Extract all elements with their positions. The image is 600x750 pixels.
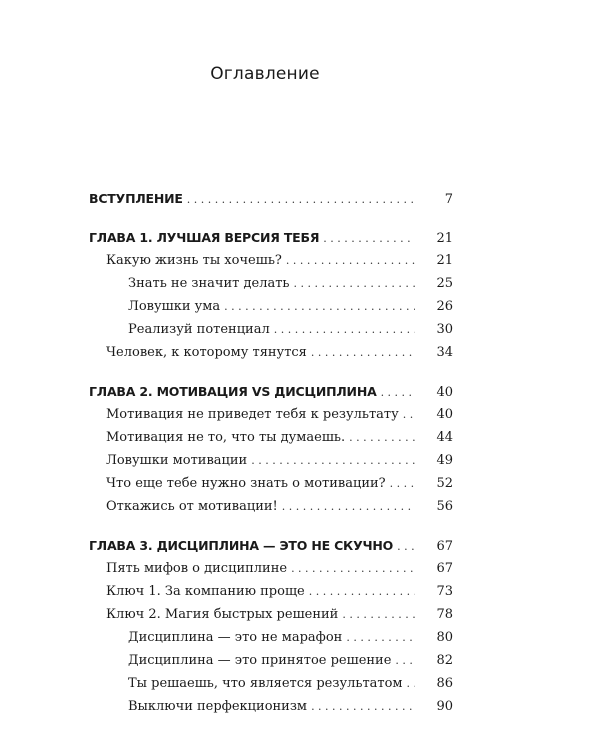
toc-entry-row <box>89 495 453 518</box>
toc-entry-title: Ты решаешь, что является результатом <box>128 676 403 691</box>
toc-entry-row <box>89 580 453 603</box>
toc-entry-row <box>89 249 453 272</box>
toc-chapter-row <box>89 187 453 210</box>
dot-leader <box>187 188 415 211</box>
toc-chapter-row <box>89 226 453 249</box>
toc-page-number: 21 <box>436 231 453 246</box>
dot-leader <box>282 495 415 518</box>
dot-leader <box>251 449 415 472</box>
toc-page-number: 90 <box>436 699 453 714</box>
toc-entry-title: Ключ 2. Магия быстрых решений <box>106 607 339 622</box>
toc-entry-title: Откажись от мотивации! <box>106 499 278 514</box>
toc-page-number: 52 <box>436 476 453 491</box>
toc-entry-row <box>89 649 453 672</box>
toc-entry-row <box>89 695 453 718</box>
toc-entry-title: Дисциплина — это не марафон <box>128 630 343 645</box>
toc-page-number: 21 <box>436 253 453 268</box>
dot-leader <box>381 381 415 404</box>
toc-entry-title: ГЛАВА 3. ДИСЦИПЛИНА — ЭТО НЕ СКУЧНО <box>89 538 394 553</box>
toc-entry-row <box>89 449 453 472</box>
toc-entry-row <box>89 318 453 341</box>
toc-page-number: 49 <box>436 453 453 468</box>
toc-entry-row <box>89 426 453 449</box>
toc-entry-row <box>89 603 453 626</box>
toc-page-number: 34 <box>436 345 453 360</box>
toc-entry-title: Какую жизнь ты хочешь? <box>106 253 282 268</box>
dot-leader <box>309 580 415 603</box>
dot-leader <box>291 557 415 580</box>
toc-entry-title: Мотивация не приведет тебя к результату <box>106 407 399 422</box>
toc-page-number: 7 <box>444 192 453 207</box>
section-gap <box>89 518 453 534</box>
toc-page-number: 82 <box>436 653 453 668</box>
toc-page-number: 73 <box>436 584 453 599</box>
toc-entry-row <box>89 403 453 426</box>
dot-leader <box>286 249 415 272</box>
toc-page-number: 44 <box>436 430 453 445</box>
dot-leader <box>224 295 415 318</box>
toc-entry-title: Реализуй потенциал <box>128 322 270 337</box>
toc-entry-title: Знать не значит делать <box>128 276 290 291</box>
dot-leader <box>395 649 415 672</box>
toc-entry-title: Ловушки ума <box>128 299 221 314</box>
dot-leader <box>397 535 415 558</box>
toc-page-number: 26 <box>436 299 453 314</box>
dot-leader <box>311 695 415 718</box>
toc-entry-title: ВСТУПЛЕНИЕ <box>89 191 183 206</box>
toc-entry-title: Ловушки мотивации <box>106 453 248 468</box>
dot-leader <box>390 472 415 495</box>
toc-entry-row <box>89 472 453 495</box>
dot-leader <box>407 672 415 695</box>
toc-entry-row <box>89 341 453 364</box>
dot-leader <box>403 403 415 426</box>
toc-page-number: 25 <box>436 276 453 291</box>
toc-entry-title: Дисциплина — это принятое решение <box>128 653 392 668</box>
dot-leader <box>311 341 415 364</box>
toc-page-number: 67 <box>436 561 453 576</box>
dot-leader <box>323 227 415 250</box>
toc-entry-row <box>89 295 453 318</box>
toc-entry-title: Что еще тебе нужно знать о мотивации? <box>106 476 386 491</box>
section-gap <box>89 364 453 380</box>
toc-entry-title: Ключ 1. За компанию проще <box>106 584 305 599</box>
toc-chapter-row <box>89 534 453 557</box>
toc-page-number: 40 <box>436 385 453 400</box>
toc-page-number: 86 <box>436 676 453 691</box>
dot-leader <box>346 626 415 649</box>
toc-entry-title: Человек, к которому тянутся <box>106 345 307 360</box>
toc-entry-title: ГЛАВА 1. ЛУЧШАЯ ВЕРСИЯ ТЕБЯ <box>89 230 320 245</box>
dot-leader <box>274 318 415 341</box>
dot-leader <box>342 603 415 626</box>
dot-leader <box>349 426 415 449</box>
toc-entry-title: Выключи перфекционизм <box>128 699 308 714</box>
toc-page-number: 67 <box>436 539 453 554</box>
toc-entry-title: Мотивация не то, что ты думаешь. <box>106 430 346 445</box>
toc-page-number: 56 <box>436 499 453 514</box>
toc-entry-title: Пять мифов о дисциплине <box>106 561 288 576</box>
section-gap <box>89 210 453 226</box>
toc-page-number: 30 <box>436 322 453 337</box>
toc-chapter-row <box>89 380 453 403</box>
toc-entry-row <box>89 557 453 580</box>
table-of-contents <box>89 187 453 718</box>
toc-entry-row <box>89 272 453 295</box>
toc-entry-title: ГЛАВА 2. МОТИВАЦИЯ VS ДИСЦИПЛИНА <box>89 384 377 399</box>
toc-page-number: 80 <box>436 630 453 645</box>
page-title: Оглавление <box>210 64 320 84</box>
toc-entry-row <box>89 626 453 649</box>
dot-leader <box>293 272 415 295</box>
toc-page-number: 78 <box>436 607 453 622</box>
toc-page-number: 40 <box>436 407 453 422</box>
toc-entry-row <box>89 672 453 695</box>
